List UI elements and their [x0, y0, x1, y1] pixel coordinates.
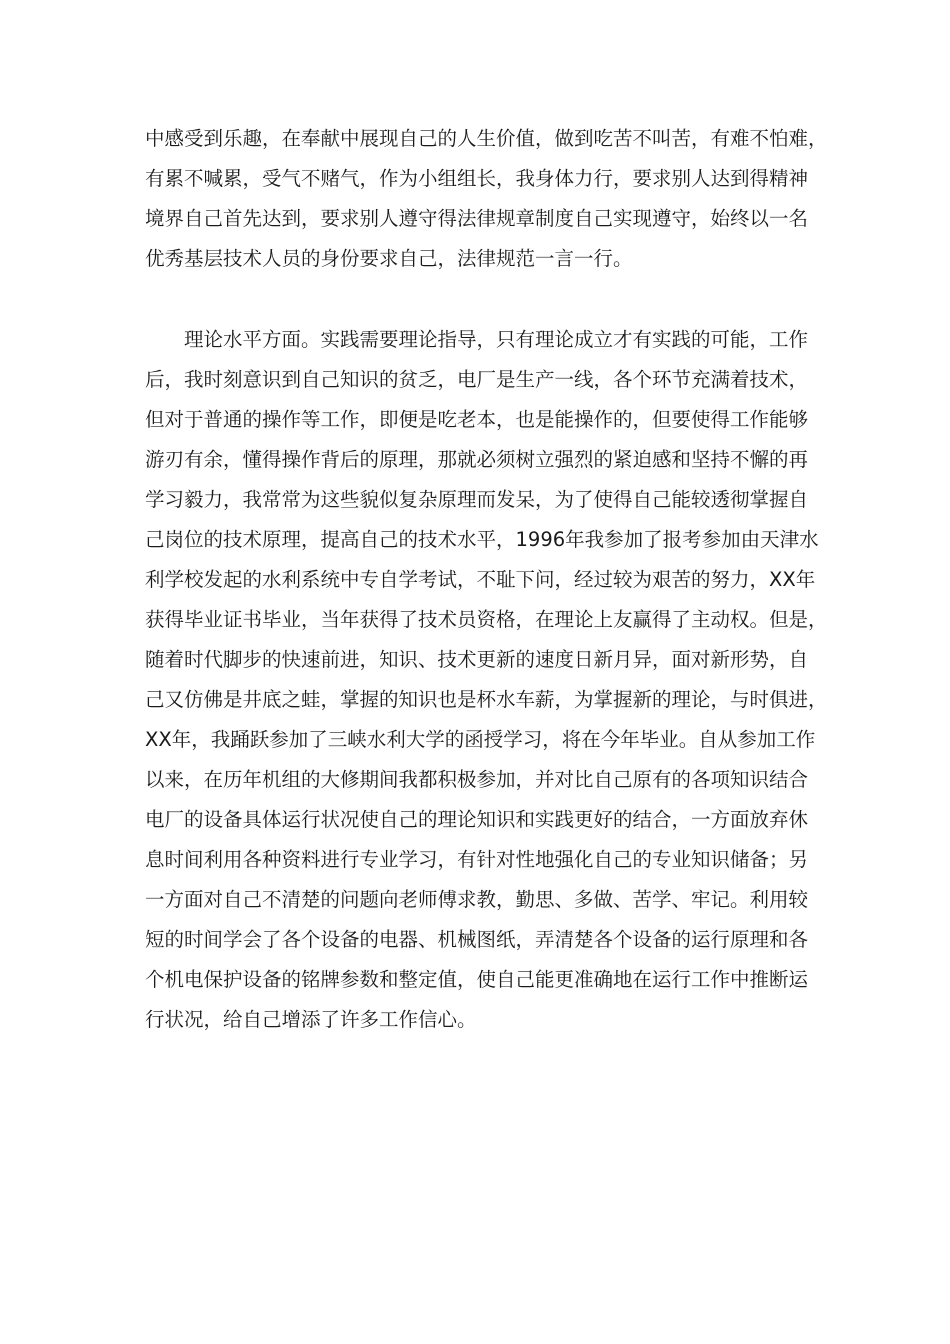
text-line: 短的时间学会了各个设备的电器、机械图纸，弄清楚各个设备的运行原理和各 [145, 928, 809, 951]
text-line: 行状况，给自己增添了许多工作信心。 [145, 1008, 477, 1031]
text-line: 利学校发起的水利系统中专自学考试，不耻下问，经过较为艰苦的努力，XX年 [145, 568, 816, 591]
text-line: 优秀基层技术人员的身份要求自己，法律规范一言一行。 [145, 247, 633, 270]
text-line: 己岗位的技术原理，提高自己的技术水平，1996年我参加了报考参加由天津水 [145, 528, 819, 551]
text-line: 息时间利用各种资料进行专业学习，有针对性地强化自己的专业知识储备；另 [145, 848, 809, 871]
text-line: 但对于普通的操作等工作，即便是吃老本，也是能操作的，但要使得工作能够 [145, 408, 809, 431]
text-line: 学习毅力，我常常为这些貌似复杂原理而发呆，为了使得自己能较透彻掌握自 [145, 488, 809, 511]
text-line: 有累不喊累，受气不赌气，作为小组组长，我身体力行，要求别人达到得精神 [145, 167, 809, 190]
text-line: 理论水平方面。实践需要理论指导，只有理论成立才有实践的可能，工作 [184, 328, 809, 351]
text-line: 电厂的设备具体运行状况使自己的理论知识和实践更好的结合，一方面放弃休 [145, 808, 809, 831]
text-line: 个机电保护设备的铭牌参数和整定值，使自己能更准确地在运行工作中推断运 [145, 968, 809, 991]
text-line: 游刃有余，懂得操作背后的原理，那就必须树立强烈的紧迫感和坚持不懈的再 [145, 448, 809, 471]
paragraph-2 [145, 320, 828, 1040]
text-line: 获得毕业证书毕业，当年获得了技术员资格，在理论上友赢得了主动权。但是， [145, 608, 828, 631]
text-line: 己又仿佛是井底之蛙，掌握的知识也是杯水车薪，为掌握新的理论，与时俱进， [145, 688, 828, 711]
paragraph-1 [145, 119, 828, 279]
text-line: XX年，我踊跃参加了三峡水利大学的函授学习，将在今年毕业。自从参加工作 [145, 728, 816, 751]
text-line: 境界自己首先达到，要求别人遵守得法律规章制度自己实现遵守，始终以一名 [145, 207, 809, 230]
text-line: 一方面对自己不清楚的问题向老师傅求教，勤思、多做、苦学、牢记。利用较 [145, 888, 809, 911]
text-line: 随着时代脚步的快速前进，知识、技术更新的速度日新月异，面对新形势，自 [145, 648, 809, 671]
text-line: 中感受到乐趣，在奉献中展现自己的人生价值，做到吃苦不叫苦，有难不怕难， [145, 127, 828, 150]
text-line: 后，我时刻意识到自己知识的贫乏，电厂是生产一线，各个环节充满着技术， [145, 368, 809, 391]
text-line: 以来，在历年机组的大修期间我都积极参加，并对比自己原有的各项知识结合 [145, 768, 809, 791]
